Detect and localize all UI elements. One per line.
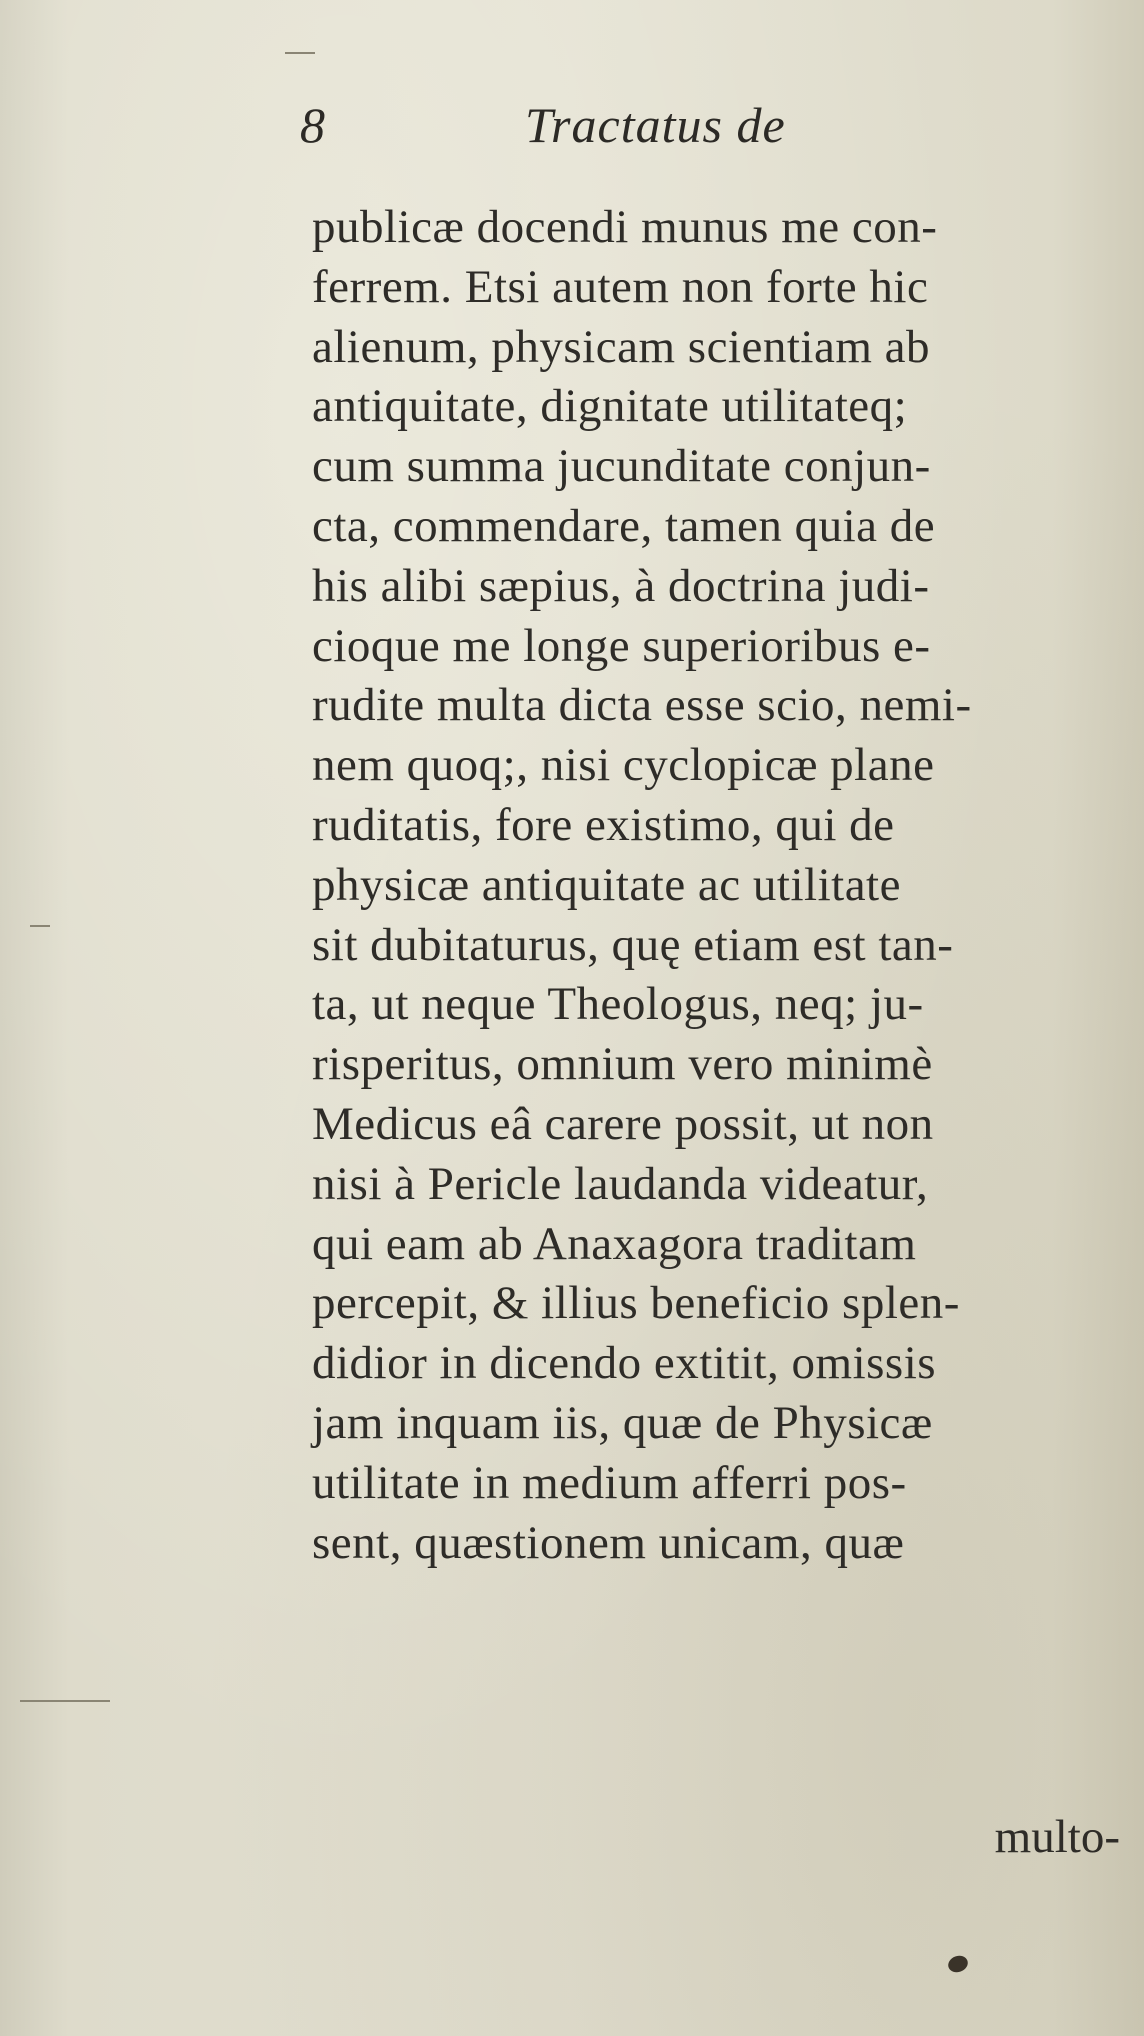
text-line: ruditatis, fore existimo, qui de bbox=[312, 798, 895, 851]
text-line: cioque me longe superioribus e- bbox=[312, 619, 931, 672]
catchword: multo- bbox=[994, 1811, 1120, 1863]
page-number: 8 bbox=[300, 97, 325, 153]
ink-stain bbox=[946, 1953, 970, 1975]
text-line: nem quoq;, nisi cyclopicæ plane bbox=[312, 739, 935, 792]
text-line: publicæ docendi munus me con- bbox=[312, 201, 938, 253]
text-line: nisi à Pericle laudanda videatur, bbox=[312, 1157, 929, 1210]
text-line: qui eam ab Anaxagora traditam bbox=[312, 1217, 917, 1270]
text-line: percepit, & illius beneficio splen- bbox=[312, 1277, 960, 1330]
text-line: physicæ antiquitate ac utilitate bbox=[312, 858, 901, 911]
paper-speck bbox=[30, 925, 50, 927]
text-line: risperitus, omnium vero minimè bbox=[312, 1038, 933, 1091]
text-line: jam inquam iis, quæ de Physicæ bbox=[312, 1396, 933, 1449]
running-title: Tractatus de bbox=[525, 97, 786, 153]
text-line: ta, ut neque Theologus, neq; ju- bbox=[312, 978, 924, 1031]
text-line: alienum, physicam scientiam ab bbox=[312, 320, 930, 373]
page-header bbox=[300, 92, 940, 172]
text-line: his alibi sæpius, à doctrina judi- bbox=[312, 559, 930, 612]
paper-speck bbox=[20, 1700, 110, 1702]
text-line: sent, quæstionem unicam, quæ bbox=[312, 1516, 905, 1569]
text-line: utilitate in medium afferri pos- bbox=[312, 1456, 907, 1509]
text-line: Medicus eâ carere possit, ut non bbox=[312, 1097, 934, 1150]
text-line: didior in dicendo extitit, omissis bbox=[312, 1337, 937, 1390]
text-line: cta, commendare, tamen quia de bbox=[312, 499, 936, 552]
text-line: sit dubitaturus, quę etiam est tan- bbox=[312, 918, 954, 971]
paper-speck bbox=[285, 52, 315, 54]
text-line: antiquitate, dignitate utilitateq; bbox=[312, 380, 908, 433]
text-line: cum summa jucunditate conjun- bbox=[312, 440, 931, 493]
body-text bbox=[312, 198, 1127, 1573]
text-line: rudite multa dicta esse scio, nemi- bbox=[312, 679, 972, 732]
text-line: ferrem. Etsi autem non forte hic bbox=[312, 260, 929, 313]
